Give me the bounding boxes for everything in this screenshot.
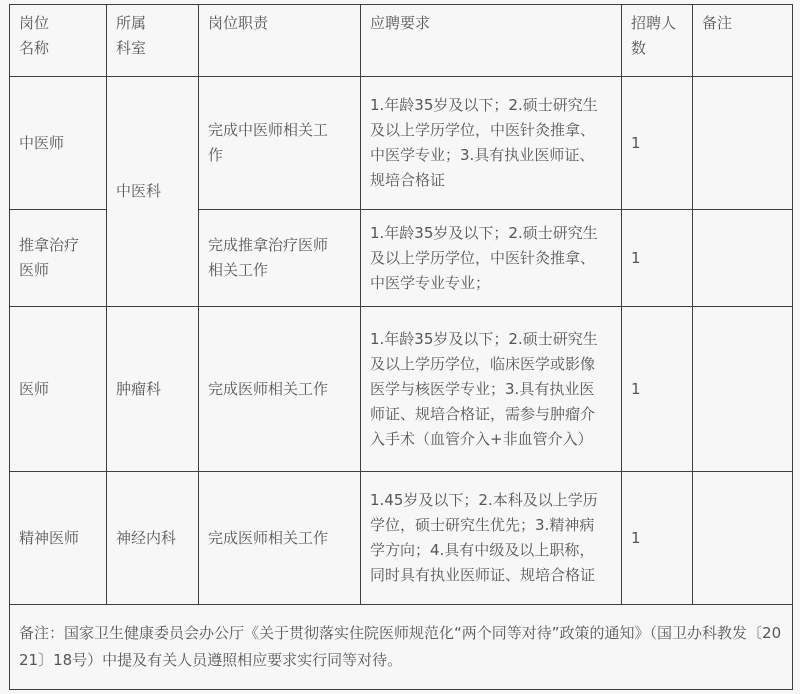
department-cell: 肿瘤科 xyxy=(107,307,199,472)
duty-cell: 完成医师相关工作 xyxy=(199,307,361,472)
requirement-cell: 1.年龄35岁及以下；2.硕士研究生 及以上学历学位，中医针灸推拿、 中医学专业专业； xyxy=(361,210,622,307)
requirement-cell: 1.年龄35岁及以下；2.硕士研究生 及以上学历学位，临床医学或影像 医学与核医学专业；3.具有执业医 师证、规培合格证，需参与肿瘤介 入手术（血管介入+非血管介入） xyxy=(361,307,622,472)
recruitment-table xyxy=(9,4,793,690)
remark-cell xyxy=(693,472,793,605)
department-cell: 神经内科 xyxy=(107,472,199,605)
table-header-row xyxy=(10,5,793,77)
count-cell: 1 xyxy=(622,472,693,605)
count-cell: 1 xyxy=(622,77,693,210)
table-row xyxy=(10,472,793,605)
count-cell: 1 xyxy=(622,307,693,472)
requirement-cell: 1.年龄35岁及以下；2.硕士研究生 及以上学历学位，中医针灸推拿、 中医学专业；3.具有执业医师证、 规培合格证 xyxy=(361,77,622,210)
header-requirement: 应聘要求 xyxy=(361,5,622,77)
remark-cell xyxy=(693,307,793,472)
table-row xyxy=(10,77,793,210)
recruitment-table-container xyxy=(9,4,792,690)
header-post-name: 岗位 名称 xyxy=(10,5,107,77)
post-cell: 推拿治疗 医师 xyxy=(10,210,107,307)
count-cell: 1 xyxy=(622,210,693,307)
remark-cell xyxy=(693,77,793,210)
post-cell: 医师 xyxy=(10,307,107,472)
duty-cell: 完成推拿治疗医师 相关工作 xyxy=(199,210,361,307)
note-text: 备注：国家卫生健康委员会办公厅《关于贯彻落实住院医师规范化“两个同等对待”政策的通知》（国卫办科教发〔2021〕18号）中提及有关人员遵照相应要求实行同等对待。 xyxy=(19,624,782,669)
header-remark: 备注 xyxy=(693,5,793,77)
header-department: 所属 科室 xyxy=(107,5,199,77)
table-row xyxy=(10,307,793,472)
duty-cell: 完成医师相关工作 xyxy=(199,472,361,605)
header-duty: 岗位职责 xyxy=(199,5,361,77)
post-cell: 精神医师 xyxy=(10,472,107,605)
header-count: 招聘人 数 xyxy=(622,5,693,77)
department-cell: 中医科 xyxy=(107,77,199,307)
post-cell: 中医师 xyxy=(10,77,107,210)
note-cell xyxy=(10,605,793,690)
table-note-row xyxy=(10,605,793,690)
duty-cell: 完成中医师相关工 作 xyxy=(199,77,361,210)
requirement-cell: 1.45岁及以下；2.本科及以上学历 学位，硕士研究生优先；3.精神病 学方向；4.具有中级及以上职称， 同时具有执业医师证、规培合格证 xyxy=(361,472,622,605)
remark-cell xyxy=(693,210,793,307)
